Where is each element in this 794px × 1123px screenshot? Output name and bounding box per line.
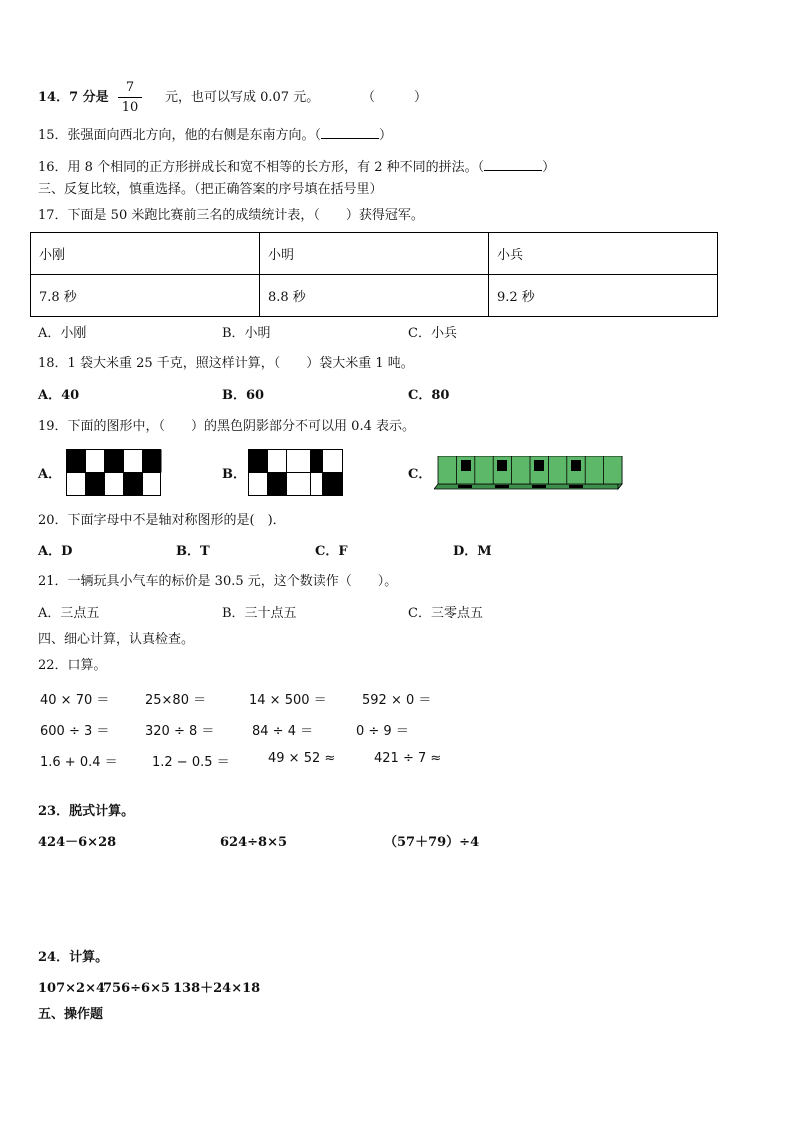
fraction-bar bbox=[118, 97, 142, 98]
q17-text: 17．下面是 50 米跑比赛前三名的成绩统计表，（ ）获得冠军。 bbox=[38, 208, 424, 223]
table-cell: 8.8 秒 bbox=[260, 275, 489, 317]
q19-option-a[interactable]: A． bbox=[38, 467, 62, 482]
q18-option-a[interactable]: A．40 bbox=[38, 388, 80, 403]
q20-option-b[interactable]: B．T bbox=[176, 544, 210, 559]
expr-item: 424－6×28 bbox=[38, 835, 117, 850]
calc-item: 320 ÷ 8 ＝ bbox=[145, 724, 215, 739]
q15-close: ） bbox=[379, 128, 393, 143]
q14-fraction bbox=[118, 80, 142, 115]
q21-option-b[interactable]: B．三十点五 bbox=[222, 606, 297, 621]
q22-text: 22．口算。 bbox=[38, 658, 107, 673]
fraction-numerator: 7 bbox=[125, 80, 135, 95]
q19-option-b[interactable]: B． bbox=[222, 467, 246, 482]
calc-item: 1.2 − 0.5 ＝ bbox=[152, 755, 230, 770]
table-row bbox=[31, 275, 718, 317]
calc-item: 592 × 0 ＝ bbox=[362, 693, 432, 708]
expr-item: （57＋79）÷4 bbox=[384, 835, 480, 850]
q19-text: 19．下面的图形中，（ ）的黑色阴影部分不可以用 0.4 表示。 bbox=[38, 419, 415, 434]
q21-option-c[interactable]: C．三零点五 bbox=[408, 606, 483, 621]
fraction-denominator: 10 bbox=[121, 100, 139, 115]
q15-answer-blank[interactable] bbox=[321, 125, 379, 139]
q19-option-c[interactable]: C． bbox=[408, 467, 432, 482]
q20-option-a[interactable]: A．D bbox=[38, 544, 73, 559]
figure-b-grid[interactable] bbox=[248, 449, 344, 497]
q18-option-b[interactable]: B．60 bbox=[222, 388, 265, 403]
table-cell: 小明 bbox=[260, 233, 489, 275]
q24-text: 24．计算。 bbox=[38, 950, 109, 965]
section-3-heading: 三、反复比较，慎重选择。（把正确答案的序号填在括号里） bbox=[38, 182, 383, 197]
q21-option-a[interactable]: A．三点五 bbox=[38, 606, 100, 621]
q14-suffix: 元，也可以写成 0.07 元。 bbox=[165, 90, 320, 105]
q16-answer-blank[interactable] bbox=[484, 157, 542, 171]
q16-label: 16．用 8 个相同的正方形拼成长和宽不相等的长方形，有 2 种不同的拼法。（ bbox=[38, 160, 485, 175]
calc-item: 25×80 ＝ bbox=[145, 693, 207, 708]
table-row bbox=[31, 233, 718, 275]
calc-item: 0 ÷ 9 ＝ bbox=[356, 724, 409, 739]
figure-a-grid[interactable] bbox=[66, 449, 162, 497]
table-cell: 9.2 秒 bbox=[489, 275, 718, 317]
calc-item: 14 × 500 ＝ bbox=[249, 693, 327, 708]
calc-item: 421 ÷ 7 ≈ bbox=[374, 751, 442, 766]
calc-item: 40 × 70 ＝ bbox=[40, 693, 110, 708]
calc-item: 1.6 + 0.4 ＝ bbox=[40, 755, 118, 770]
q14-answer-paren[interactable]: （ ） bbox=[362, 90, 428, 105]
q18-text: 18．1 袋大米重 25 千克，照这样计算，（ ）袋大米重 1 吨。 bbox=[38, 356, 414, 371]
table-cell: 小兵 bbox=[489, 233, 718, 275]
q23-text: 23．脱式计算。 bbox=[38, 804, 135, 819]
section-4-heading: 四、细心计算，认真检查。 bbox=[38, 632, 195, 647]
expr-item: 138＋24×18 bbox=[173, 981, 261, 996]
q18-option-c[interactable]: C．80 bbox=[408, 388, 450, 403]
table-cell: 7.8 秒 bbox=[31, 275, 260, 317]
q20-text: 20．下面字母中不是轴对称图形的是( )． bbox=[38, 513, 286, 528]
q16-close: ） bbox=[542, 160, 556, 175]
calc-item: 600 ÷ 3 ＝ bbox=[40, 724, 110, 739]
q21-text: 21．一辆玩具小气车的标价是 30.5 元，这个数读作（ ）。 bbox=[38, 574, 398, 589]
table-cell: 小刚 bbox=[31, 233, 260, 275]
q15-text bbox=[38, 125, 392, 144]
q20-option-c[interactable]: C．F bbox=[315, 544, 348, 559]
calc-item: 84 ÷ 4 ＝ bbox=[252, 724, 314, 739]
section-5-heading: 五、操作题 bbox=[38, 1007, 104, 1022]
q14-prefix: 14．7 分是 bbox=[38, 90, 109, 105]
figure-c-cubes[interactable] bbox=[434, 456, 626, 492]
q20-option-d[interactable]: D．M bbox=[453, 544, 492, 559]
q17-option-c[interactable]: C．小兵 bbox=[408, 326, 457, 341]
q16-text bbox=[38, 157, 555, 176]
q15-label: 15．张强面向西北方向，他的右侧是东南方向。（ bbox=[38, 128, 322, 143]
q17-option-a[interactable]: A．小刚 bbox=[38, 326, 87, 341]
expr-item: 107×2×4 bbox=[38, 981, 106, 996]
q17-option-b[interactable]: B．小明 bbox=[222, 326, 271, 341]
score-table bbox=[30, 232, 718, 317]
calc-item: 49 × 52 ≈ bbox=[268, 751, 336, 766]
expr-item: 756÷6×5 bbox=[103, 981, 171, 996]
expr-item: 624÷8×5 bbox=[220, 835, 288, 850]
